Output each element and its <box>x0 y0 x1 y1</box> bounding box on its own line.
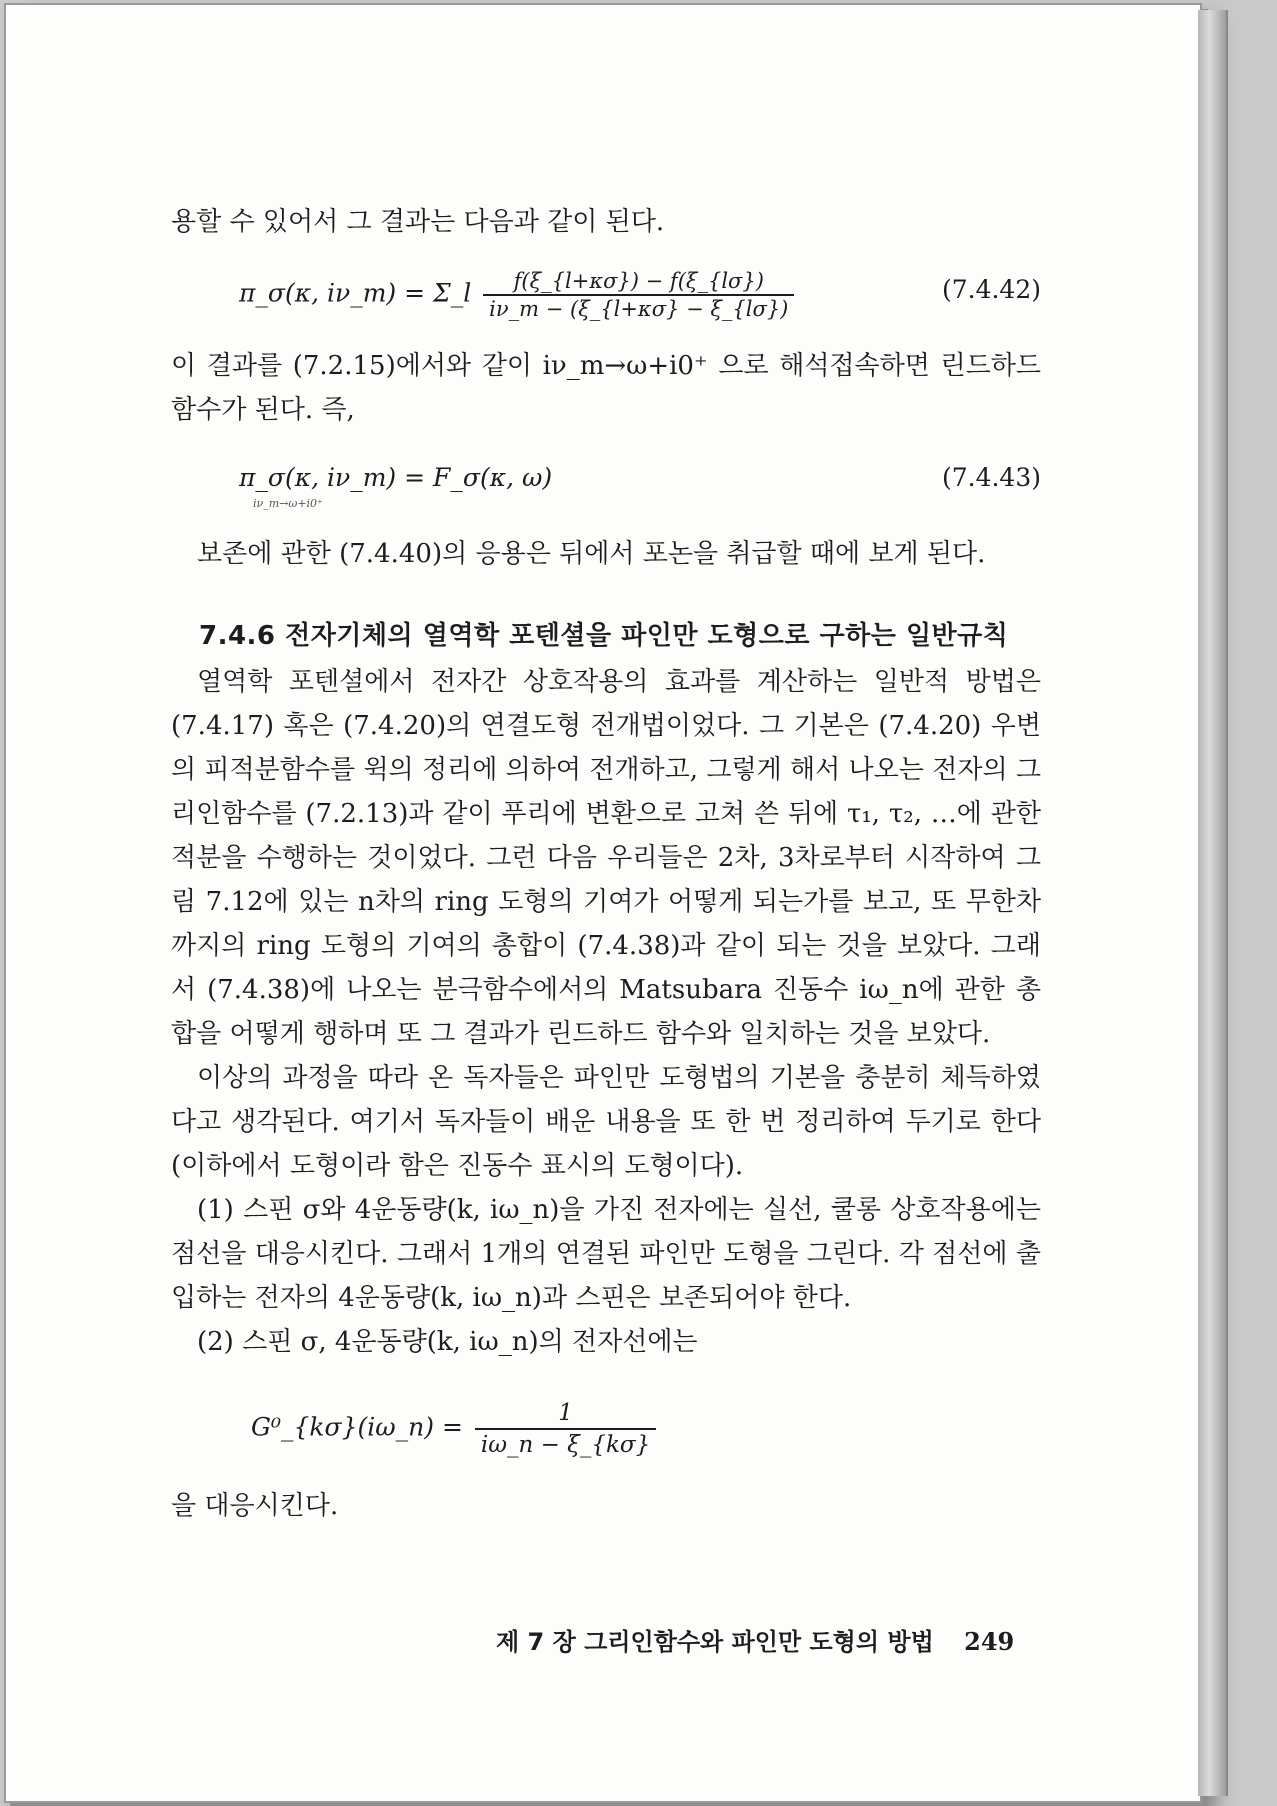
equation-7-4-43-number: (7.4.43) <box>941 463 1041 492</box>
intro-line: 용할 수 있어서 그 결과는 다음과 같이 된다. <box>171 207 665 237</box>
equation-green-denominator: iω_n − ξ_{kσ} <box>480 1432 651 1458</box>
equation-7-4-43-subscript: iν_m→ω+i0⁺ <box>253 497 323 510</box>
paragraph-reader: 이상의 과정을 따라 온 독자들은 파인만 도형법의 기본을 충분히 체득하였다고 생각된다. 여기서 독자들이 배운 내용을 또 한 번 정리하여 두기로 한다(이하에서 도형이라 함은 진동수 표시의 도형이다). <box>171 1063 1041 1181</box>
equation-green-lhs: G⁰_{kσ}(iω_n) = <box>251 1412 463 1442</box>
book-page <box>4 3 1202 1803</box>
equation-7-4-42-lhs: π_σ(κ, iν_m) = Σ_l <box>239 278 472 308</box>
equation-green-numerator: 1 <box>475 1398 656 1430</box>
paragraph-general-method: 열역학 포텐셜에서 전자간 상호작용의 효과를 계산하는 일반적 방법은 (7.4.17) 혹은 (7.4.20)의 연결도형 전개법이었다. 그 기본은 (7.4.20) 우변의 피적분함수를 윅의 정리에 의하여 전개하고, 그렇게 해서 나오는 전자의 그리인함수를 (7.2.13)과 같이 푸리에 변환으로 고쳐 쓴 뒤에 τ₁, τ₂, …에 관한 적분을 수행하는 것이었다. 그런 다음 우리들은 2차, 3차로부터 시작하여 그림 7.12에 있는 n차의 ring 도형의 기여가 어떻게 되는가를 보고, 또 무한차까지의 ring 도형의 기여의 총합이 (7.4.38)과 같이 되는 것을 보았다. 그래서 (7.4.38)에 나오는 분극함수에서의 Matsubara 진동수 iω_n에 관한 총합을 어떻게 행하며 또 그 결과가 린드하드 함수와 일치하는 것을 보았다. <box>171 667 1041 1049</box>
page-content <box>171 200 1041 1528</box>
equation-7-4-42-fraction <box>483 268 794 322</box>
rule-1: (1) 스핀 σ와 4운동량(k, iω_n)을 가진 전자에는 실선, 쿨롱 상호작용에는 점선을 대응시킨다. 그래서 1개의 연결된 파인만 도형을 그린다. 각 점선에 출입하는 전자의 4운동량(k, iω_n)과 스핀은 보존되어야 한다. <box>171 1195 1041 1313</box>
equation-green-function <box>171 1376 1041 1468</box>
equation-7-4-42-expr <box>239 268 794 322</box>
paragraph-continuation: 이 결과를 (7.2.15)에서와 같이 iν_m→ω+i0⁺ 으로 해석접속하면 린드하드 함수가 된다. 즉, <box>171 351 1041 425</box>
equation-green-expr <box>251 1398 656 1460</box>
paragraph-boson: 보존에 관한 (7.4.40)의 응용은 뒤에서 포논을 취급할 때에 보게 된다. <box>197 539 986 569</box>
rule-2: (2) 스핀 σ, 4운동량(k, iω_n)의 전자선에는 <box>197 1327 698 1357</box>
page-footer <box>496 1622 1014 1657</box>
closing-line: 을 대응시킨다. <box>171 1491 339 1521</box>
equation-green-fraction <box>475 1398 656 1460</box>
chapter-title: 제 7 장 그리인함수와 파인만 도형의 방법 <box>496 1628 934 1656</box>
equation-7-4-42-denominator: iν_m − (ξ_{l+κσ} − ξ_{lσ}) <box>489 297 789 321</box>
equation-7-4-43-expr: π_σ(κ, iν_m) = F_σ(κ, ω) <box>239 463 553 492</box>
equation-7-4-42-numerator: f(ξ_{l+κσ}) − f(ξ_{lσ}) <box>483 268 794 296</box>
page-edge-shadow <box>1198 10 1228 1796</box>
equation-7-4-43 <box>171 442 1041 514</box>
equation-7-4-42-number: (7.4.42) <box>941 275 1041 304</box>
page-number: 249 <box>964 1627 1015 1656</box>
equation-7-4-42 <box>171 254 1041 326</box>
section-title: 7.4.6 전자기체의 열역학 포텐셜을 파인만 도형으로 구하는 일반규칙 <box>199 621 1009 651</box>
